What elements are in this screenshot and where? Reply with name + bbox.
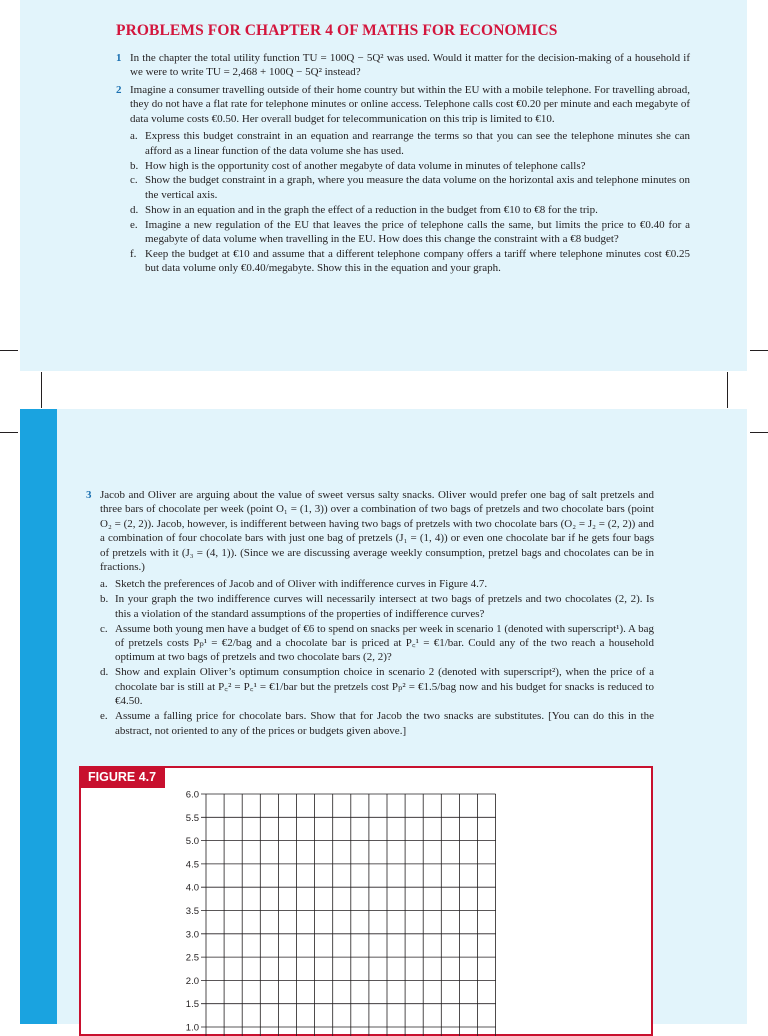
- y-tick-label: 1.0: [185, 1022, 199, 1034]
- question-text: In the chapter the total utility function TU = 100Q − 5Q² was used. Would it matter for the decision-making of a household if we were to write TU = 2,468 + 100Q − 5Q² instead?: [130, 52, 690, 79]
- question-3: [86, 488, 654, 738]
- sub-question: [130, 159, 690, 173]
- sub-question-list: [100, 577, 654, 737]
- sub-question-text: Keep the budget at €10 and assume that a different telephone company offers a tariff where telephone minutes cost €0.25 but data volume only €0.40/megabyte. Show this in the equation and your graph.: [145, 247, 690, 275]
- sub-question-label: a.: [100, 578, 108, 591]
- sub-question: [130, 218, 690, 247]
- sub-question-text: How high is the opportunity cost of another megabyte of data volume in minutes of telephone calls?: [145, 159, 586, 172]
- y-tick-label: 3.0: [185, 929, 199, 941]
- question-text: Imagine a consumer travelling outside of their home country but within the EU with a mobile telephone. For travelling abroad, they do not have a flat rate for telephone minutes or online access. Telephone calls cost €0.20 per minute and each megabyte of data volume costs €0.50. Her overall budget for telecommunication on this trip is limited to €10.: [130, 84, 690, 125]
- figure-grid-chart: [150, 780, 550, 1034]
- sub-question: [100, 622, 654, 665]
- sub-question: [100, 592, 654, 621]
- question-number: 1: [116, 52, 122, 64]
- question-number: 2: [116, 84, 122, 96]
- sub-question: [100, 709, 654, 738]
- sub-question: [130, 173, 690, 202]
- sub-question-label: c.: [100, 622, 108, 635]
- sub-question-label: b.: [130, 159, 139, 172]
- sub-question: [100, 577, 654, 591]
- sub-question-text: Show the budget constraint in a graph, where you measure the data volume on the horizontal axis and telephone minutes on the vertical axis.: [145, 174, 690, 201]
- crop-mark: [0, 432, 18, 433]
- crop-mark: [41, 372, 42, 408]
- sub-question-text: In your graph the two indifference curves will necessarily intersect at two bags of pretzels and two chocolates (2, 2). Is this a violation of the standard assumptions of the properties of indifference curves?: [115, 593, 654, 620]
- sub-question-text: Show in an equation and in the graph the effect of a reduction in the budget from €10 to €8 for the trip.: [145, 203, 598, 216]
- crop-mark: [0, 350, 18, 351]
- y-tick-label: 4.0: [185, 882, 199, 894]
- y-tick-label: 5.5: [185, 812, 199, 824]
- question-2: [116, 83, 690, 276]
- sub-question: [130, 129, 690, 158]
- y-tick-label: 2.0: [185, 975, 199, 987]
- sub-question-text: Imagine a new regulation of the EU that leaves the price of telephone calls the same, but limits the price to €0.40 for a megabyte of data volume when travelling in the EU. How does this change the constraint with a €8 budget?: [145, 218, 690, 246]
- sub-question-label: d.: [130, 203, 139, 216]
- sub-question-label: c.: [130, 174, 138, 187]
- sub-question-text: Sketch the preferences of Jacob and of Oliver with indifference curves in Figure 4.7.: [115, 578, 488, 591]
- question-text: Jacob and Oliver are arguing about the value of sweet versus salty snacks. Oliver would prefer one bag of salt pretzels and three bars of chocolate per week (point O₁ = (1, 3)) over a combination of two bags of pretzels and two chocolate bars (point O₂ = (2, 2)). Jacob, however, is indifferent between having two bags of pretzels with two chocolate bars (O₂ = J₂ = (2, 2)) and a combination of four chocolate bars with just one bag of pretzels (J₁ = (1, 4)) or even one chocolate bar if he gets four bags of pretzels with it (J₃ = (4, 1)). (Since we are discussing average weekly consumption, pretzel bags and chocolates can be in fractions.): [100, 489, 654, 574]
- question-1: [116, 51, 690, 80]
- sub-question-text: Express this budget constraint in an equation and rearrange the terms so that you can see the telephone minutes she can afford as a linear function of the data volume she has used.: [145, 130, 690, 157]
- sub-question: [130, 203, 690, 217]
- figure-label: FIGURE 4.7: [79, 766, 165, 788]
- sub-question-list: [130, 129, 690, 276]
- sub-question-label: d.: [100, 666, 109, 679]
- sub-question-label: a.: [130, 130, 138, 143]
- sub-question-label: e.: [130, 218, 138, 231]
- sub-question: [100, 665, 654, 708]
- sub-question-label: f.: [130, 247, 137, 260]
- question-number: 3: [86, 489, 92, 501]
- sub-question-label: e.: [100, 710, 108, 723]
- y-tick-label: 5.0: [185, 836, 199, 848]
- y-tick-label: 4.5: [185, 859, 199, 871]
- crop-mark: [750, 432, 768, 433]
- y-tick-label: 6.0: [185, 789, 199, 801]
- y-tick-label: 1.5: [185, 999, 199, 1011]
- sub-question-label: b.: [100, 593, 109, 606]
- sub-question-text: Show and explain Oliver’s optimum consumption choice in scenario 2 (denoted with superscript²), when the price of a chocolate bar is still at P꜀² = P꜀¹ = €1/bar but the pretzels cost Pₚ² = €1.5/bag now and his budget for snacks is reduced to €4.50.: [115, 666, 654, 708]
- page-title: PROBLEMS FOR CHAPTER 4 OF MATHS FOR ECONOMICS: [116, 22, 558, 39]
- sub-question-text: Assume a falling price for chocolate bars. Show that for Jacob the two snacks are substitutes. [You can do this in the abstract, not oriented to any of the prices or budgets given above.]: [115, 710, 654, 737]
- y-tick-label: 2.5: [185, 952, 199, 964]
- y-tick-label: 3.5: [185, 906, 199, 917]
- crop-mark: [750, 350, 768, 351]
- page-side-stripe: [20, 409, 57, 1024]
- sub-question: [130, 247, 690, 276]
- crop-mark: [727, 372, 728, 408]
- sub-question-text: Assume both young men have a budget of €6 to spend on snacks per week in scenario 1 (denoted with superscript¹). A bag of pretzels costs Pₚ¹ = €2/bag and a chocolate bar is priced at P꜀¹ = €1/bar. Could any of the two reach a household optimum at two bags of pretzels and two chocolate bars (2, 2)?: [115, 622, 654, 664]
